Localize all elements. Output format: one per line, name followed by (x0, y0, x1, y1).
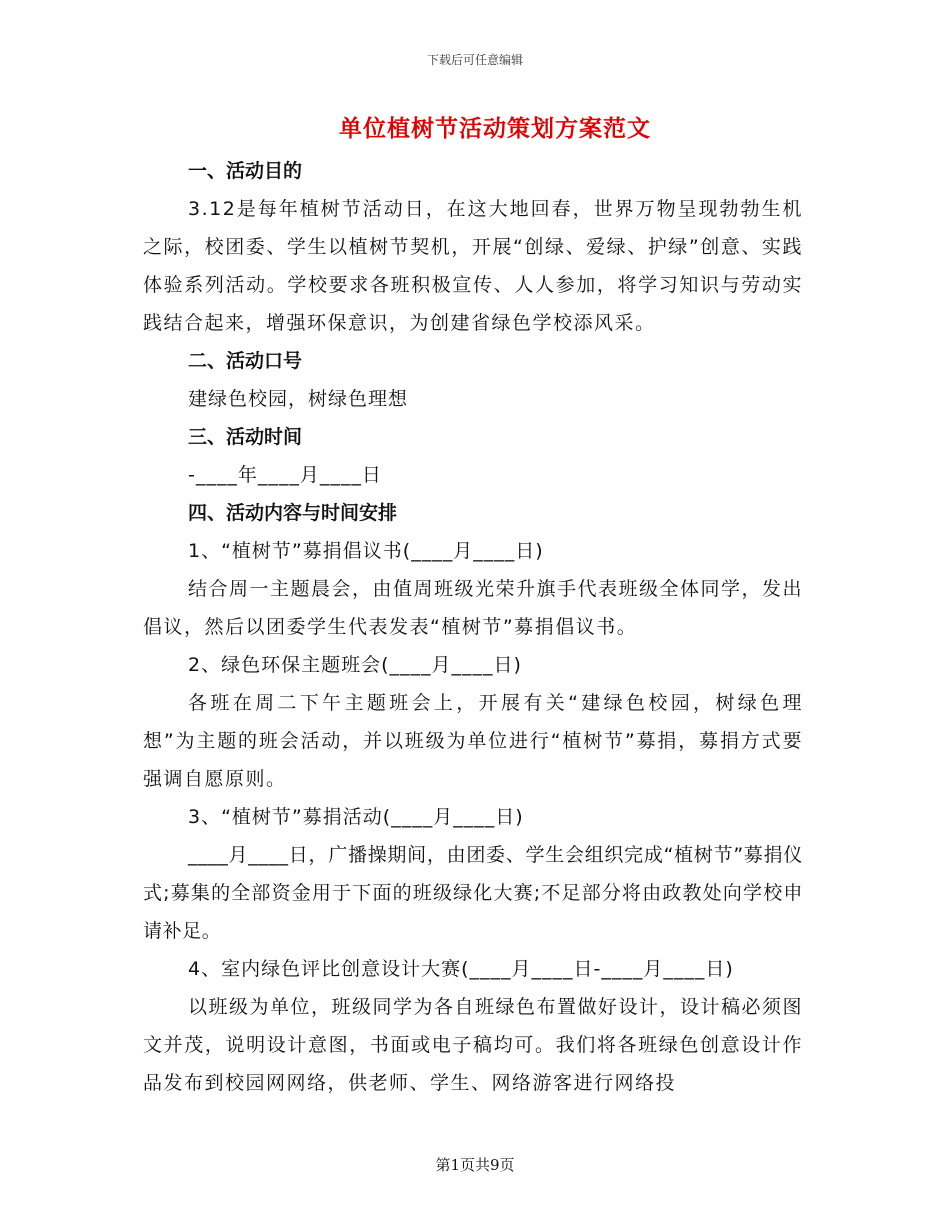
item-title-1: 1、“植树节”募捐倡议书(____月____日) (188, 540, 544, 562)
section-text-purpose: 3.12是每年植树节活动日，在这大地回春，世界万物呈现勃勃生机之际，校团委、学生以植树节契机，开展“创绿、爱绿、护绿”创意、实践体验系列活动。学校要求各班积极宣传、人人参加，将学习知识与劳动实践结合起来，增强环保意识，为创建省绿色学校添风采。 (143, 198, 803, 334)
document-title: 单位植树节活动策划方案范文 (339, 116, 651, 142)
item-text-3: ____月____日，广播操期间，由团委、学生会组织完成“植树节”募捐仪式;募集的全部资金用于下面的班级绿化大赛;不足部分将由政教处向学校申请补足。 (143, 844, 803, 942)
section-text-time: -____年____月____日 (188, 464, 382, 486)
document-body (143, 152, 803, 1102)
page-header: 下载后可任意编辑 (426, 53, 523, 67)
item-text-2: 各班在周二下午主题班会上，开展有关“建绿色校园，树绿色理想”为主题的班会活动，并以班级为单位进行“植树节”募捐，募捐方式要强调自愿原则。 (143, 692, 803, 790)
section-heading-purpose: 一、活动目的 (188, 160, 303, 182)
item-title-2: 2、绿色环保主题班会(____月____日) (188, 654, 522, 676)
section-heading-slogan: 二、活动口号 (188, 350, 303, 372)
item-text-1: 结合周一主题晨会，由值周班级光荣升旗手代表班级全体同学，发出倡议，然后以团委学生代表发表“植树节”募捐倡议书。 (143, 578, 804, 638)
section-text-slogan: 建绿色校园，树绿色理想 (188, 388, 409, 410)
item-title-4: 4、室内绿色评比创意设计大赛(____月____日-____月____日) (188, 958, 734, 980)
item-text-4: 以班级为单位，班级同学为各自班绿色布置做好设计，设计稿必须图文并茂，说明设计意图，书面或电子稿均可。我们将各班绿色创意设计作品发布到校园网网络，供老师、学生、网络游客进行网络投 (143, 996, 804, 1094)
page-footer: 第1页共9页 (435, 1156, 515, 1174)
item-title-3: 3、“植树节”募捐活动(____月____日) (188, 806, 524, 828)
section-heading-time: 三、活动时间 (188, 426, 303, 448)
section-heading-content: 四、活动内容与时间安排 (188, 502, 398, 524)
